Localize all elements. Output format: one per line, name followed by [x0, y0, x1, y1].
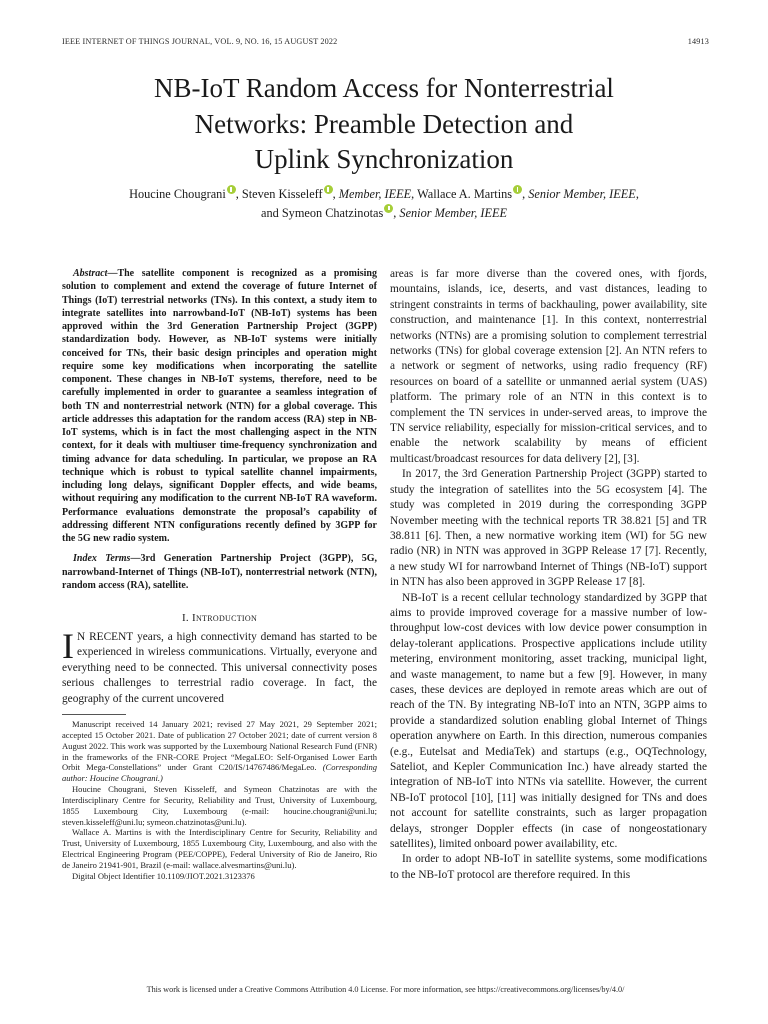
doi-line: Digital Object Identifier 10.1109/JIOT.2021.3123376 [72, 870, 255, 881]
author-name: Symeon Chatzinotas [281, 205, 384, 220]
drop-cap: I [62, 626, 74, 666]
paragraph-continued: areas is far more diverse than the covered ones, with fjords, mountains, islands, ice, deserts, and vast distances, leading to stringent constraints in terms of backhauling, power availability, site construction, and maintenance [1]. In this context, nonterrestrial networks (NTNs) are a promising solution to complement terrestrial networks (TNs) for global coverage extension [2]. An NTN refers to a network or segment of networks, using radio frequency (RF) resources on board of a satellite or unmanned aerial system (UAS) platform. The primary role of an NTN in this context is to complement the TN services in under-served areas, to improve the TN service reliability, especially for mission-critical services, and to enable the network scalability by means of efficient multicast/broadcast resources for data delivery [2], [3]. [390, 268, 707, 465]
running-header [62, 37, 709, 46]
author-affiliation: Member, IEEE [338, 187, 412, 201]
section-title: Introduction [192, 612, 258, 624]
paragraph-3gpp: In 2017, the 3rd Generation Partnership Project (3GPP) started to study the integration of satellites into the 5G ecosystem [4]. The study was completed in 2019 during the corresponding 3GPP November meeting with the technical reports TR 38.821 [5] and TR 38.811 [6]. Then, a new normative working item (WI) for 5G new radio (NR) in NTN was approved in 3GPP Release 17 [7]. Recently, a new study WI for narrowband Internet of Things (NB-IoT) support in NTN has also been approved in 3GPP Release 17 [8]. [390, 468, 707, 589]
paragraph-nbiot: NB-IoT is a recent cellular technology standardized by 3GPP that aims to provide improved coverage for a massive number of low-throughput low-cost devices with low device power consumption in delay-tolerant applications. Prospective applications include utility metering, environment monitoring, asset tracking, municipal light, and waste management, to name but a few [9]. However, in many cases, these devices are deployed in remote areas which are out of reach of the TN. By integrating NB-IoT into an NTN, 3GPP aims to provide a standardized solution enabling global Internet of Things operation anywhere on Earth. In this direction, numerous companies (e.g., Eutelsat and MediaTek) and startups (e.g., OQTechnology, Sateliot, and Kepler Communication Inc.) have already started the integration of NB-IoT into NTNs via satellite. However, the current NB-IoT protocol [10], [11] was initially designed for TNs and does not account for satellite constraints, such as larger propagation delays, stronger Doppler effects (in case of nongeostationary satellites), limited onboard power availability, etc. [390, 591, 707, 851]
author-list [60, 185, 708, 222]
license-notice: This work is licensed under a Creative Commons Attribution 4.0 License. For more information, see https://creativecommons.org/licenses/by/4.0/ [146, 985, 625, 994]
abstract [62, 267, 377, 545]
right-column [390, 267, 707, 883]
orcid-icon[interactable] [384, 204, 393, 213]
opening-words: N RECENT [77, 631, 134, 643]
title-line-3: Uplink Synchronization [254, 144, 514, 174]
intro-paragraph [62, 626, 378, 707]
section-number: I. [181, 612, 189, 624]
abstract-label: Abstract [73, 268, 108, 279]
section-heading [62, 612, 377, 624]
footnote-affiliation-martins: Wallace A. Martins is with the Interdisciplinary Centre for Security, Reliability and Trust, University of Luxembourg, 1855 Luxembourg City, Luxembourg, and also with the Electrical Engineering Program (PEE/COPPE), Federal University of Rio de Janeiro, Rio de Janeiro 21941-901, Brazil (e-mail: wallace.alvesmartins@uni.lu). [62, 827, 377, 870]
index-terms [62, 552, 377, 592]
title-line-1: NB-IoT Random Access for Nonterrestrial [154, 73, 614, 103]
page-number: 14913 [687, 37, 709, 46]
left-column [62, 267, 377, 882]
author-name: Houcine Chougrani [129, 187, 226, 201]
index-terms-text: —3rd Generation Partnership Project (3GPP), 5G, narrowband-Internet of Things (NB-IoT), nonterrestrial network (NTN), random access (RA), satellite. [62, 553, 377, 591]
footnote-affiliations: Houcine Chougrani, Steven Kisseleff, and Symeon Chatzinotas are with the Interdisciplinary Centre for Security, Reliability and Trust, University of Luxembourg, 1855 Luxembourg City, Luxembourg (e-mail: houcine.chougrani@uni.lu; steven.kisseleff@uni.lu; symeon.chatzinotas@uni.lu). [62, 784, 377, 827]
journal-name: IEEE INTERNET OF THINGS JOURNAL, VOL. 9, NO. 16, 15 AUGUST 2022 [62, 37, 338, 46]
paper-title [60, 71, 708, 178]
orcid-icon[interactable] [227, 185, 236, 194]
index-terms-label: Index Terms [73, 553, 131, 565]
intro-text: years, a high connectivity demand has started to be experienced in wireless communications. Virtually, everyone and everything need to be connected. This universal connectivity poses serious challenges to terrestrial radio coverage. In fact, the geography of the current uncovered [62, 631, 378, 705]
footnote-manuscript: Manuscript received 14 January 2021; revised 27 May 2021, 29 September 2021; accepted 15 October 2021. Date of publication 27 October 2021; date of current version 8 August 2022. This work was supported by the Luxembourg National Research Fund (FNR) in the frameworks of the FNR-CORE Project “MegaLEO: Self-Organised Lower Earth Orbit Mega-Constellations” under Grant C20/IS/14767486/MegaLeo. (Corresponding author: Houcine Chougrani.) [62, 719, 377, 784]
paragraph-adoption: In order to adopt NB-IoT in satellite systems, some modifications to the NB-IoT protocol are therefore required. In this [390, 853, 707, 881]
author-name: Wallace A. Martins [417, 187, 513, 201]
orcid-icon[interactable] [324, 185, 333, 194]
title-line-2: Networks: Preamble Detection and [194, 108, 574, 139]
corresponding-author: (Corresponding author: Houcine Chougrani.) [62, 762, 377, 784]
author-name: Steven Kisseleff [241, 187, 323, 201]
author-line-1: Houcine Chougrani , Steven Kisseleff , Member, IEEE, Wallace A. Martins , Senior Member, IEEE, [129, 187, 639, 201]
author-line-2: and Symeon Chatzinotas , Senior Member, IEEE [260, 205, 507, 220]
orcid-icon[interactable] [513, 185, 522, 194]
author-affiliation: Senior Member, IEEE [399, 205, 507, 220]
footnote-divider [62, 714, 126, 715]
author-affiliation: Senior Member, IEEE [528, 187, 636, 201]
abstract-text: —The satellite component is recognized as a promising solution to complement and extend the coverage of future Internet of Things (IoT) terrestrial networks (TNs). In this context, a study item to integrate satellites into narrowband-IoT (NB-IoT) systems has been approved within the 3rd Generation Partnership Project (3GPP) standardization body. However, as NB-IoT systems were initially conceived for TNs, their basic design principles and operation might require some key modifications when incorporating the satellite component. These changes in NB-IoT systems, therefore, need to be carefully implemented in order to guarantee a seamless integration of both TN and nonterrestrial network (NTN) for a global coverage. This article addresses this adaptation for the random access (RA) step in NB-IoT systems, which is in fact the most challenging aspect in the NTN context, for it deals with multiuser time-frequency synchronization and timing advance for data scheduling. In particular, we propose an RA technique which is robust to typical satellite channel impairments, including long delays, significant Doppler effects, and wide beams, without requiring any modification to the current NB-IoT RA waveform. Performance evaluations demonstrate the proposal’s capability of addressing different NTN configurations recently defined by 3GPP for the 5G new radio system. [62, 268, 377, 544]
